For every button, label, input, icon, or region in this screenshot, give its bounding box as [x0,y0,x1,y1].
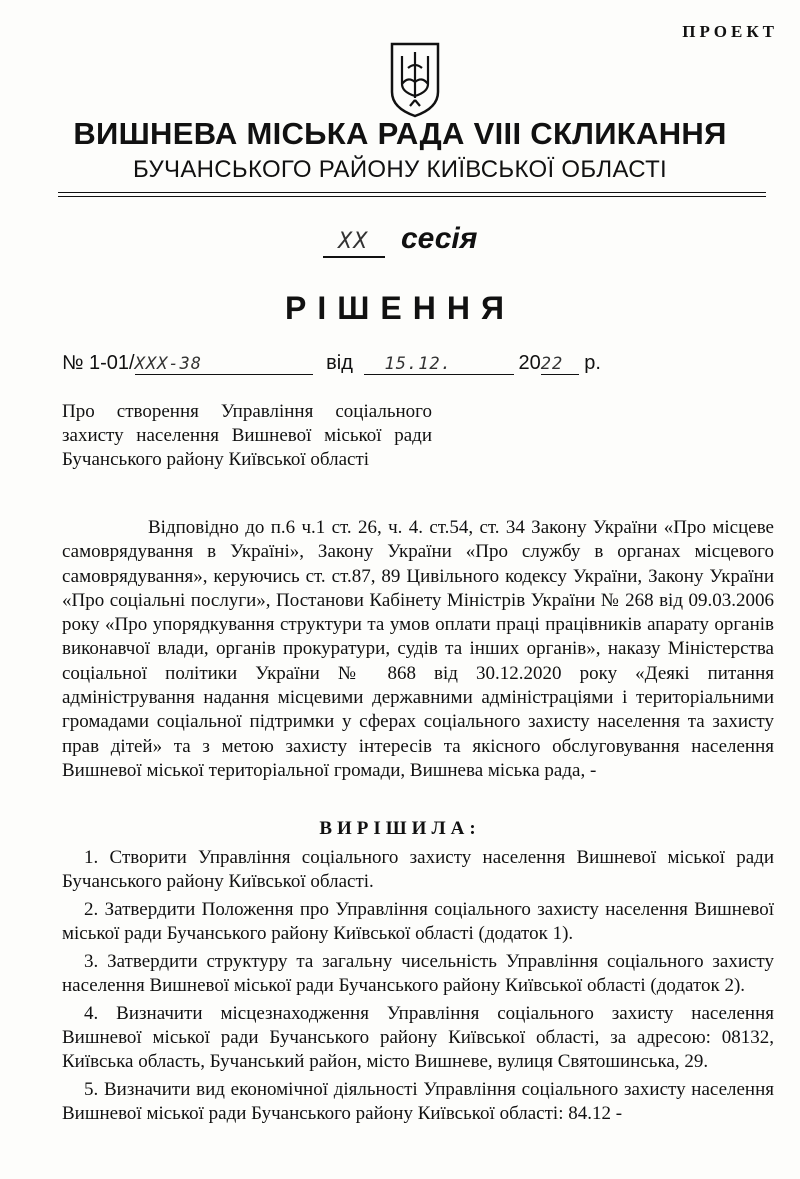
decision-year: 22 [541,354,579,375]
from-label: від [326,352,353,374]
decision-date: 15.12. [364,354,514,375]
year-suffix: р. [584,352,601,374]
resolution-item-1: 1. Створити Управління соціального захисту населення Вишневої міської ради Бучанського району Київської області. [62,847,774,892]
decision-number: XXX-38 [135,354,313,375]
resolution-item-5: 5. Визначити вид економічної діяльності Управління соціального захисту населення Вишневої міської ради Бучанського району Київської області: 84.12 - [62,1079,774,1124]
draft-stamp: ПРОЕКТ [682,22,778,41]
decision-subject: Про створення Управління соціального захисту населення Вишневої міської ради Бучанського району Київської області [62,401,432,470]
session-number: XX [323,229,385,258]
preamble-paragraph: Відповідно до п.6 ч.1 ст. 26, ч. 4. ст.54, ст. 34 Закону України «Про місцеве самоврядування в Україні», Закону України «Про службу в органах місцевого самоврядування», керуючись ст. ст.87, 89 Цивільного кодексу України, Закону України «Про соціальні послуги», Постанови Кабінету Міністрів України № 268 від 09.03.2006 року «Про упорядкування структури та умов оплати праці працівників апарату органів виконавчої влади, органів прокуратури, судів та інших органів», наказу Міністерства соціальної політики України № 868 від 30.12.2020 року «Деякі питання адміністрування надання місцевими державними адміністраціями і територіальними громадами соціальної підтримки у сферах соціального захисту населення та захисту прав дітей» та з метою захисту інтересів та якісного обслуговування населення Вишневої міської територіальної громади, Вишнева міська рада, - [62,517,774,781]
district-line: БУЧАНСЬКОГО РАЙОНУ КИЇВСЬКОЇ ОБЛАСТІ [132,156,668,183]
document-title: РІШЕННЯ [285,290,515,326]
resolved-heading: ВИРІШИЛА: [319,818,481,839]
header-divider-thin [58,196,766,197]
council-name: ВИШНЕВА МІСЬКА РАДА VIII СКЛИКАННЯ [73,116,727,151]
resolution-item-2: 2. Затвердити Положення про Управління соціального захисту населення Вишневої міської ради Бучанського району Київської області (додаток 1). [62,899,774,944]
resolution-items [62,846,774,1130]
header-divider [58,192,766,193]
number-prefix: № 1-01/ [62,352,135,374]
resolution-item-4: 4. Визначити місцезнаходження Управління соціального захисту населення Вишневої міської ради Бучанського району Київської області, за адресою: 08132, Київська область, Бучанський район, місто Вишневе, вулиця Святошинська, 29. [62,1003,774,1072]
resolution-item-3: 3. Затвердити структуру та загальну чисельність Управління соціального захисту населення Вишневої міської ради Бучанського району Київської області (додаток 2). [62,951,774,996]
session-heading [0,222,800,258]
trident-emblem-icon [388,40,442,120]
session-label: сесія [400,222,478,255]
decision-number-line [62,352,601,375]
year-prefix: 20 [518,352,541,374]
